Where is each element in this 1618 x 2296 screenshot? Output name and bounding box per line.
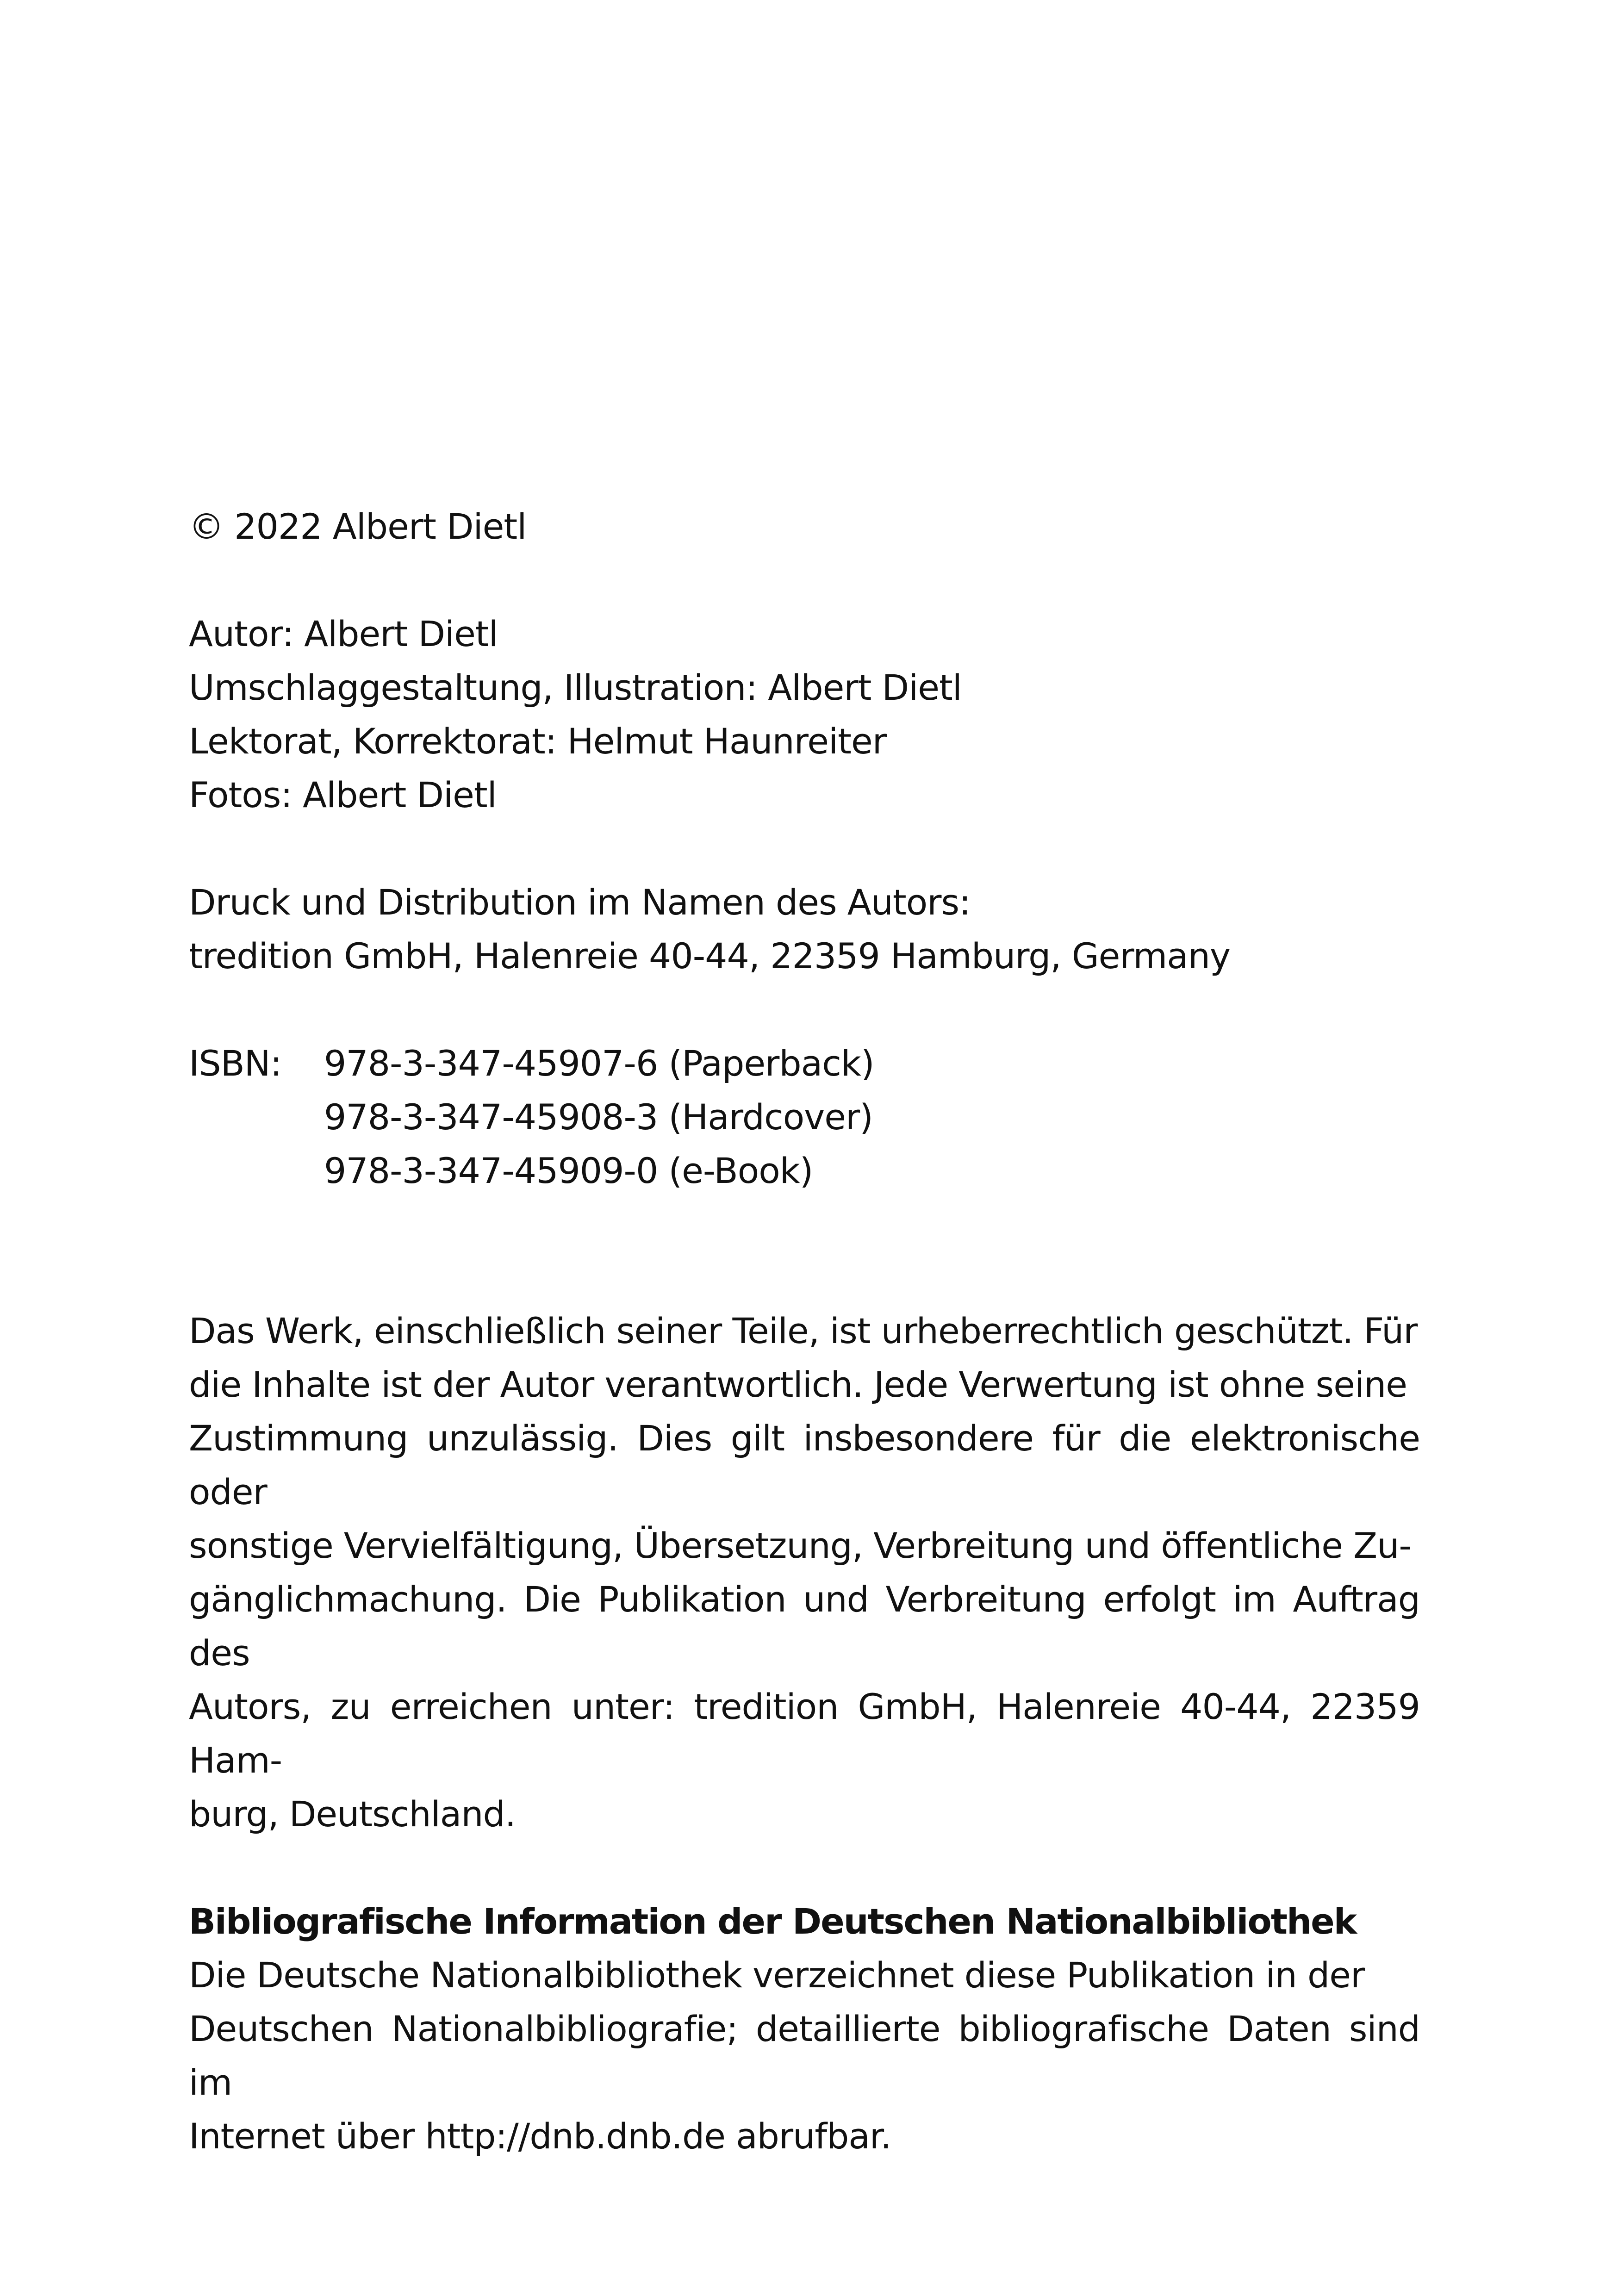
credit-photos: Fotos: Albert Dietl <box>189 774 497 815</box>
credit-author: Autor: Albert Dietl <box>189 613 498 654</box>
rights-line: Zustimmung unzulässig. Dies gilt insbesondere für die elektronische oder <box>189 1418 1420 1512</box>
credit-editing: Lektorat, Korrektorat: Helmut Haunreiter <box>189 721 886 762</box>
dnb-heading: Bibliografische Information der Deutschen Nationalbibliothek <box>189 1901 1357 1942</box>
publisher-address: tredition GmbH, Halenreie 40-44, 22359 Hamburg, Germany <box>189 935 1231 977</box>
isbn-label-spacer <box>189 1090 324 1144</box>
isbn-block <box>189 1037 1420 1198</box>
distribution-intro: Druck und Distribution im Namen des Autors: <box>189 882 971 923</box>
isbn-hardcover: 978-3-347-45908-3 (Hardcover) <box>324 1096 873 1138</box>
rights-line: gänglichmachung. Die Publikation und Verbreitung erfolgt im Auftrag des <box>189 1579 1420 1674</box>
distribution-block <box>189 876 1420 983</box>
credit-cover-design: Umschlaggestaltung, Illustration: Albert Dietl <box>189 667 962 708</box>
isbn-label-spacer <box>189 1144 324 1198</box>
isbn-label: ISBN: <box>189 1043 282 1084</box>
rights-line: die Inhalte ist der Autor verantwortlich. Jede Verwertung ist ohne seine <box>189 1364 1407 1405</box>
spacer <box>189 1198 1420 1304</box>
dnb-line: Deutschen Nationalbibliografie; detaillierte bibliografische Daten sind im <box>189 2008 1420 2103</box>
isbn-row-ebook <box>189 1144 1420 1198</box>
dnb-line: Die Deutsche Nationalbibliothek verzeichnet diese Publikation in der <box>189 1954 1365 1996</box>
isbn-ebook: 978-3-347-45909-0 (e-Book) <box>324 1150 813 1191</box>
imprint-content <box>189 500 1420 2163</box>
dnb-line: Internet über http://dnb.dnb.de abrufbar. <box>189 2116 891 2157</box>
copyright-notice: © 2022 Albert Dietl <box>189 506 527 547</box>
credits-block <box>189 607 1420 822</box>
rights-line: Autors, zu erreichen unter: tredition GmbH, Halenreie 40-44, 22359 Ham- <box>189 1686 1420 1781</box>
isbn-row-hardcover <box>189 1090 1420 1144</box>
rights-line: burg, Deutschland. <box>189 1793 516 1835</box>
isbn-row-paperback <box>189 1037 1420 1090</box>
dnb-block <box>189 1895 1420 2163</box>
spacer <box>189 822 1420 876</box>
rights-line: sonstige Vervielfältigung, Übersetzung, Verbreitung und öffentliche Zu- <box>189 1525 1411 1566</box>
rights-line: Das Werk, einschließlich seiner Teile, ist urheberrechtlich geschützt. Für <box>189 1310 1418 1351</box>
spacer <box>189 1841 1420 1895</box>
spacer <box>189 983 1420 1037</box>
rights-notice <box>189 1304 1420 1841</box>
spacer <box>189 554 1420 607</box>
isbn-paperback: 978-3-347-45907-6 (Paperback) <box>324 1043 874 1084</box>
